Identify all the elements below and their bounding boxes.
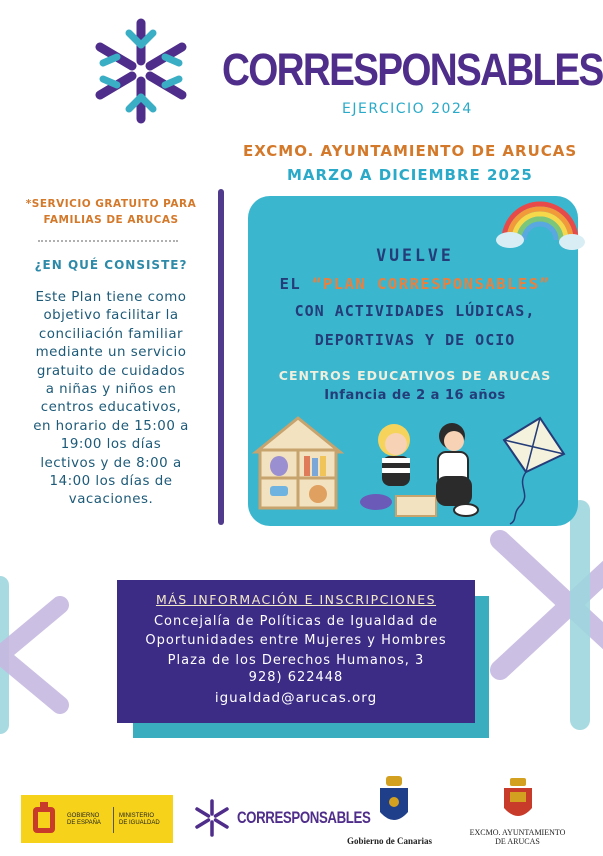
arucas-label: [465, 828, 570, 846]
card-title-prefix: EL: [279, 275, 313, 293]
arucas-line-1: EXCMO. AYUNTAMIENTO: [469, 828, 566, 837]
vertical-divider: [218, 189, 224, 525]
arucas-coat-of-arms-icon: [500, 778, 536, 826]
rainbow-icon: [494, 190, 586, 252]
gov-spain-line-1: GOBIERNO: [67, 813, 100, 819]
description-line: mediante un servicio: [35, 345, 187, 361]
gov-spain-text: [67, 813, 101, 827]
question-heading: ¿EN QUÉ CONSISTE?: [34, 258, 188, 272]
description-line: 14:00 los días de: [49, 474, 173, 490]
decorative-snowflake-right: [490, 500, 603, 730]
info-line-department-cont: Oportunidades entre Mujeres y Hombres: [145, 633, 447, 648]
info-line-phone: 928) 622448: [248, 670, 344, 685]
kite-illustration: [496, 414, 570, 526]
description-line: gratuito de cuidados: [36, 363, 186, 379]
free-service-note: [22, 196, 200, 228]
gov-divider: [113, 807, 114, 833]
description-line: a niñas y niños en: [45, 382, 177, 398]
gov-spain-line-2: DE ESPAÑA: [67, 820, 101, 826]
description-line: lectivos y de 8:00 a: [40, 455, 182, 471]
description-line: Este Plan tiene como: [35, 290, 187, 305]
corresponsables-logo-icon: [88, 18, 194, 124]
plan-name-highlight: “PLAN CORRESPONSABLES”: [312, 275, 551, 293]
canarias-coat-of-arms-icon: [376, 776, 412, 832]
dollhouse-illustration: [252, 414, 344, 510]
ministry-text: [119, 813, 160, 827]
children-illustration: [356, 418, 492, 528]
description-line: en horario de 15:00 a: [33, 418, 189, 434]
footer-brand: CORRESPONSABLES: [237, 808, 371, 827]
dates-line: MARZO A DICIEMBRE 2025: [287, 166, 533, 184]
card-title-line-4: DEPORTIVAS Y DE OCIO: [314, 331, 516, 349]
info-box-title: MÁS INFORMACIÓN E INSCRIPCIONES: [155, 592, 437, 607]
card-title-line-2: [250, 275, 580, 293]
ministry-line-2: DE IGUALDAD: [119, 820, 160, 826]
organizer-line: EXCMO. AYUNTAMIENTO DE ARUCAS: [243, 142, 578, 160]
dotted-divider: [38, 240, 178, 242]
brand-title: CORRESPONSABLES: [222, 44, 603, 95]
canarias-label: Gobierno de Canarias: [347, 836, 433, 846]
description-line: 19:00 los días: [60, 437, 162, 453]
decorative-snowflake-left: [0, 565, 110, 745]
arucas-line-2: DE ARUCAS: [495, 837, 540, 846]
card-title-line-1: VUELVE: [376, 246, 454, 265]
centers-label: CENTROS EDUCATIVOS DE ARUCAS: [278, 368, 552, 383]
free-note-line-2: FAMILIAS DE ARUCAS: [43, 214, 179, 226]
spain-coat-of-arms-icon: [29, 801, 59, 837]
corresponsables-footer-logo-icon: [193, 799, 231, 837]
free-note-line-1: *SERVICIO GRATUITO PARA: [25, 198, 197, 210]
description-line: conciliación familiar: [38, 326, 184, 342]
info-line-department: Concejalía de Políticas de Igualdad de: [153, 614, 439, 629]
plan-description: [16, 289, 206, 510]
description-line: vacaciones.: [68, 492, 154, 508]
ministry-line-1: MINISTERIO: [119, 813, 155, 819]
gobierno-espana-logo: [21, 795, 173, 843]
edition-label: EJERCICIO 2024: [342, 101, 473, 117]
ages-label: Infancia de 2 a 16 años: [324, 388, 506, 403]
description-line: objetivo facilitar la: [43, 308, 179, 324]
card-title-line-3: CON ACTIVIDADES LÚDICAS,: [294, 302, 536, 320]
info-line-email[interactable]: igualdad@arucas.org: [214, 690, 378, 706]
info-line-address: Plaza de los Derechos Humanos, 3: [167, 653, 425, 668]
description-line: centros educativos,: [40, 400, 182, 416]
